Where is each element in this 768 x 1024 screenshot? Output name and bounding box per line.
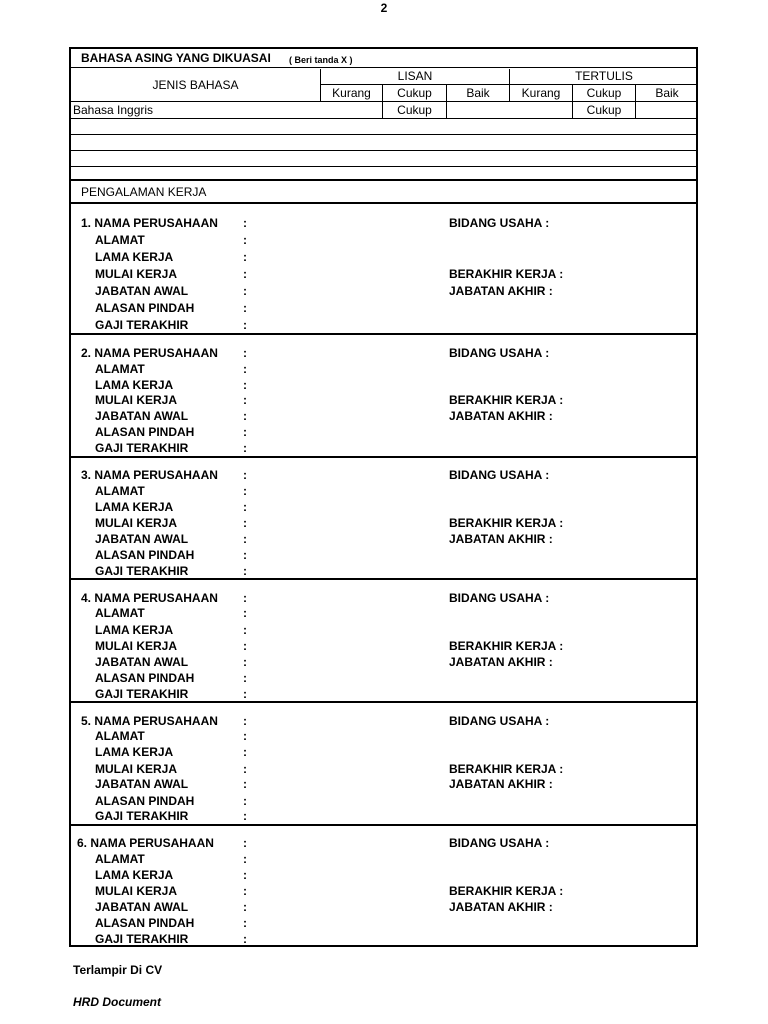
colon: : — [243, 516, 247, 530]
first-position-label: JABATAN AWAL — [95, 655, 189, 669]
entry-number: 6. — [77, 836, 88, 850]
reason-label: ALASAN PINDAH — [95, 671, 195, 685]
address-label: ALAMAT — [95, 362, 145, 376]
company-label: NAMA PERUSAHAAN — [94, 468, 218, 482]
level-header: Kurang — [332, 86, 371, 100]
colon: : — [243, 409, 247, 423]
colon: : — [243, 267, 247, 281]
address-label: ALAMAT — [95, 233, 145, 247]
start-label: MULAI KERJA — [95, 516, 178, 530]
colon: : — [243, 639, 247, 653]
colon: : — [243, 745, 247, 759]
reason-label: ALASAN PINDAH — [95, 548, 195, 562]
business-field-label: BIDANG USAHA : — [449, 216, 550, 230]
language-name: Bahasa Inggris — [73, 103, 154, 117]
salary-label: GAJI TERAKHIR — [95, 809, 189, 823]
first-position-label: JABATAN AWAL — [95, 777, 189, 791]
duration-label: LAMA KERJA — [95, 868, 174, 882]
entry-number: 1. — [81, 216, 92, 230]
start-label: MULAI KERJA — [95, 267, 178, 281]
first-position-label: JABATAN AWAL — [95, 284, 189, 298]
company-label: NAMA PERUSAHAAN — [94, 346, 218, 360]
level-header: Baik — [466, 86, 490, 100]
last-position-label: JABATAN AKHIR : — [449, 900, 553, 914]
first-position-label: JABATAN AWAL — [95, 532, 189, 546]
address-label: ALAMAT — [95, 852, 145, 866]
duration-label: LAMA KERJA — [95, 500, 174, 514]
colon: : — [243, 762, 247, 776]
colon: : — [243, 378, 247, 392]
first-position-label: JABATAN AWAL — [95, 900, 189, 914]
reason-label: ALASAN PINDAH — [95, 794, 195, 808]
colon: : — [243, 484, 247, 498]
language-section-note: ( Beri tanda X ) — [289, 55, 353, 65]
address-label: ALAMAT — [95, 729, 145, 743]
business-field-label: BIDANG USAHA : — [449, 591, 550, 605]
page-number: 2 — [380, 1, 388, 15]
work-section-title: PENGALAMAN KERJA — [81, 185, 207, 199]
end-label: BERAKHIR KERJA : — [449, 884, 564, 898]
last-position-label: JABATAN AKHIR : — [449, 409, 553, 423]
salary-label: GAJI TERAKHIR — [95, 441, 189, 455]
colon: : — [243, 362, 247, 376]
written-level-value: Cukup — [586, 103, 622, 117]
colon: : — [243, 932, 247, 946]
duration-label: LAMA KERJA — [95, 378, 174, 392]
col-spoken-header: LISAN — [397, 69, 433, 83]
colon: : — [243, 233, 247, 247]
colon: : — [243, 623, 247, 637]
colon: : — [243, 714, 247, 728]
colon: : — [243, 284, 247, 298]
start-label: MULAI KERJA — [95, 762, 178, 776]
duration-label: LAMA KERJA — [95, 623, 174, 637]
colon: : — [243, 794, 247, 808]
col-language-header: JENIS BAHASA — [152, 78, 239, 92]
end-label: BERAKHIR KERJA : — [449, 267, 564, 281]
last-position-label: JABATAN AKHIR : — [449, 284, 553, 298]
company-label: NAMA PERUSAHAAN — [94, 714, 218, 728]
end-label: BERAKHIR KERJA : — [449, 762, 564, 776]
business-field-label: BIDANG USAHA : — [449, 836, 550, 850]
colon: : — [243, 836, 247, 850]
salary-label: GAJI TERAKHIR — [95, 687, 189, 701]
colon: : — [243, 532, 247, 546]
colon: : — [243, 425, 247, 439]
colon: : — [243, 884, 247, 898]
colon: : — [243, 548, 247, 562]
document-label: HRD Document — [73, 995, 162, 1009]
colon: : — [243, 687, 247, 701]
entry-number: 2. — [81, 346, 92, 360]
colon: : — [243, 852, 247, 866]
level-header: Baik — [655, 86, 679, 100]
colon: : — [243, 900, 247, 914]
colon: : — [243, 777, 247, 791]
level-header: Kurang — [521, 86, 561, 100]
colon: : — [243, 346, 247, 360]
reason-label: ALASAN PINDAH — [95, 916, 195, 930]
colon: : — [243, 393, 247, 407]
application-form — [69, 47, 698, 947]
col-written-header: TERTULIS — [575, 69, 633, 83]
colon: : — [243, 441, 247, 455]
address-label: ALAMAT — [95, 606, 145, 620]
start-label: MULAI KERJA — [95, 393, 178, 407]
business-field-label: BIDANG USAHA : — [449, 346, 550, 360]
colon: : — [243, 318, 247, 332]
colon: : — [243, 916, 247, 930]
company-label: NAMA PERUSAHAAN — [90, 836, 214, 850]
colon: : — [243, 216, 247, 230]
last-position-label: JABATAN AKHIR : — [449, 532, 553, 546]
start-label: MULAI KERJA — [95, 884, 178, 898]
last-position-label: JABATAN AKHIR : — [449, 655, 553, 669]
level-header: Cukup — [586, 86, 622, 100]
business-field-label: BIDANG USAHA : — [449, 468, 550, 482]
colon: : — [243, 591, 247, 605]
end-label: BERAKHIR KERJA : — [449, 393, 564, 407]
reason-label: ALASAN PINDAH — [95, 301, 195, 315]
colon: : — [243, 468, 247, 482]
entry-number: 4. — [81, 591, 92, 605]
colon: : — [243, 250, 247, 264]
colon: : — [243, 655, 247, 669]
entry-number: 3. — [81, 468, 92, 482]
entry-number: 5. — [81, 714, 92, 728]
salary-label: GAJI TERAKHIR — [95, 564, 189, 578]
colon: : — [243, 564, 247, 578]
start-label: MULAI KERJA — [95, 639, 178, 653]
reason-label: ALASAN PINDAH — [95, 425, 195, 439]
colon: : — [243, 301, 247, 315]
first-position-label: JABATAN AWAL — [95, 409, 189, 423]
business-field-label: BIDANG USAHA : — [449, 714, 550, 728]
address-label: ALAMAT — [95, 484, 145, 498]
colon: : — [243, 500, 247, 514]
end-label: BERAKHIR KERJA : — [449, 639, 564, 653]
divider — [71, 67, 696, 68]
end-label: BERAKHIR KERJA : — [449, 516, 564, 530]
last-position-label: JABATAN AKHIR : — [449, 777, 553, 791]
attachment-note: Terlampir Di CV — [73, 963, 163, 977]
duration-label: LAMA KERJA — [95, 250, 174, 264]
company-label: NAMA PERUSAHAAN — [94, 216, 218, 230]
spoken-level-value: Cukup — [397, 103, 432, 117]
company-label: NAMA PERUSAHAAN — [94, 591, 218, 605]
level-header: Cukup — [397, 86, 432, 100]
salary-label: GAJI TERAKHIR — [95, 318, 189, 332]
colon: : — [243, 729, 247, 743]
salary-label: GAJI TERAKHIR — [95, 932, 189, 946]
duration-label: LAMA KERJA — [95, 745, 174, 759]
colon: : — [243, 606, 247, 620]
colon: : — [243, 868, 247, 882]
colon: : — [243, 809, 247, 823]
colon: : — [243, 671, 247, 685]
language-section-title: BAHASA ASING YANG DIKUASAI — [81, 51, 271, 65]
